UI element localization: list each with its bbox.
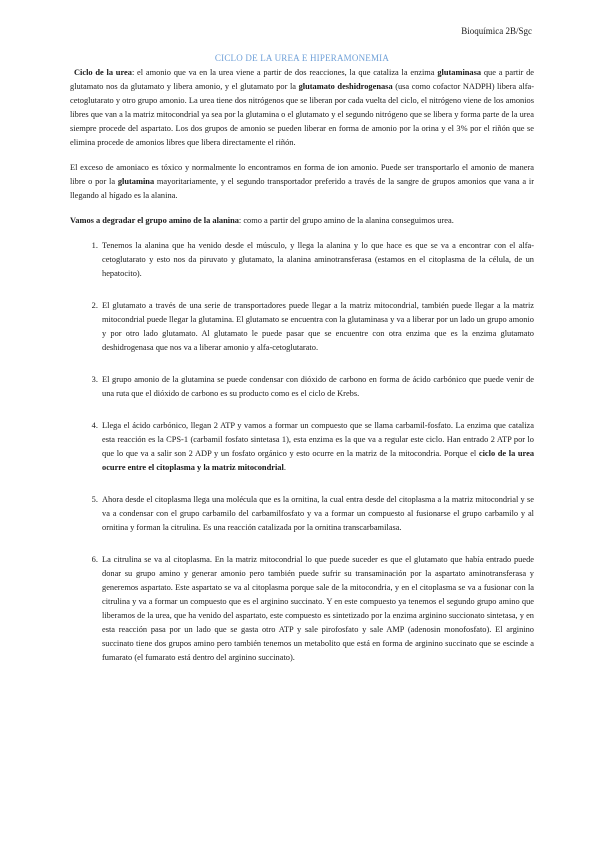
steps-list — [70, 239, 534, 665]
ammonia-paragraph: El exceso de amoniaco es tóxico y normalmente lo encontramos en forma de ion amonio. Puede ser transportarlo el amonio de manera libre o por la glutamina mayoritariamente, y el segundo transportador preferido a través de la sangre de grupos amonios que vana a ir llegando al hígado es la alanina. — [70, 163, 534, 200]
list-item: 4. Llega el ácido carbónico, llegan 2 ATP y vamos a formar un compuesto que se llama carbamil-fosfato. La enzima que cataliza esta reacción es la CPS-1 (carbamil fosfato sintetasa 1), esta enzima es la que va a regular este ciclo. Han entrado 2 ATP por lo que lo que va a salir son 2 ADP y un fosfato orgánico y esto ocurre en la matriz de la mitocondria. Porque el ciclo de la urea ocurre entre el citoplasma y la matriz mitocondrial. — [100, 419, 534, 475]
page-header: Bioquímica 2B/Sgc — [461, 26, 532, 36]
intro-paragraph: Ciclo de la urea: el amonio que va en la urea viene a partir de dos reacciones, la que cataliza la enzima glutaminasa que a partir de glutamato nos da glutamato y libera amonio, y el glutamato por la glutamato deshidrogenasa (usa como cofactor NADPH) libera alfa-cetoglutarato y otro grupo amonio. La urea tiene dos nitrógenos que se liberan por cada vuelta del ciclo, el nitrógeno viene de los amonios libres que van a la matriz mitocondrial ya sea por la glutamina o el glutamato y el segundo nitrógeno que se libera y forma parte de la urea siempre procede del aspartato. Los dos grupos de amonio se pueden liberar en forma de amonio por la orina y el 3% por el riñón que se elimina procede de amonios libres que libera directamente el riñón. — [70, 68, 534, 147]
list-item: 1. Tenemos la alanina que ha venido desde el músculo, y llega la alanina y lo que hace es que se va a encontrar con el alfa-cetoglutarato y esto nos da piruvato y glutamato, la alanina aminotransferasa (estamos en el citoplasma de la célula, de un hepatocito). — [100, 239, 534, 281]
document-title: CICLO DE LA UREA E HIPERAMONEMIA — [214, 53, 390, 63]
list-item: 2. El glutamato a través de una serie de transportadores puede llegar a la matriz mitocondrial, también puede llegar a la matriz mitocondrial puede llegar la glutamina. El glutamato se encuentra con la glutaminasa y va a liberar por un lado un grupo amonio y por otro lado glutamato. Al glutamato le puede pasar que se encuentre con otra enzima que es la enzima glutamato deshidrogenasa que nos va a liberar amonio y alfa-cetoglutarato. — [100, 299, 534, 355]
term-glutamato-deshidrogenasa: glutamato deshidrogenasa — [298, 82, 393, 91]
term-ciclo-urea: Ciclo de la urea — [74, 68, 132, 77]
term-glutamina: glutamina — [117, 177, 155, 186]
term-glutaminasa: glutaminasa — [437, 68, 482, 77]
list-item: 5. Ahora desde el citoplasma llega una molécula que es la ornitina, la cual entra desde del citoplasma a la matriz mitocondrial y se va a condensar con el grupo carbamilo del carbamilfosfato y va a formar un compuesto al fusionarse el grupo carbamilo y al ornitina y forman la citrulina. Es una reacción catalizada por la ornitina transcarbamilasa. — [100, 493, 534, 535]
list-item: 3. El grupo amonio de la glutamina se puede condensar con dióxido de carbono en forma de ácido carbónico que puede venir de una ruta que el dióxido de carbono es su producto como es el ciclo de Krebs. — [100, 373, 534, 401]
alanine-paragraph: Vamos a degradar el grupo amino de la alanina: como a partir del grupo amino de la alanina conseguimos urea. — [70, 216, 454, 225]
list-item: 6. La citrulina se va al citoplasma. En la matriz mitocondrial lo que puede suceder es que el glutamato que había entrado puede donar su grupo amino y generar amonio pero también puede sufrir su transaminación por la aspartato aminotransferasa y generemos aspartato. Este aspartato se va al citoplasma porque sale de la mitocondria, y en el citoplasma se va a fusionar con la citrulina y va a formar un compuesto que es el arginino succinato. Y en este compuesto ya tenemos el segundo grupo amino que liberamos de la urea, que ha venido del aspartato, este compuesto es sintetizado por la enzima arginino succionato sintetasa, y en esta reacción pasa por un lado que se gasta otro ATP y sale pirofosfato y sale AMP (adenosin monofosfato). El arginino succinato tiene dos grupos amino pero también tenemos un metabolito que está en forma de arginino succinato que se escinde a fumarato (el fumarato está dentro del arginino succinato). — [100, 553, 534, 665]
alanine-heading: Vamos a degradar el grupo amino de la alanina — [70, 216, 239, 225]
